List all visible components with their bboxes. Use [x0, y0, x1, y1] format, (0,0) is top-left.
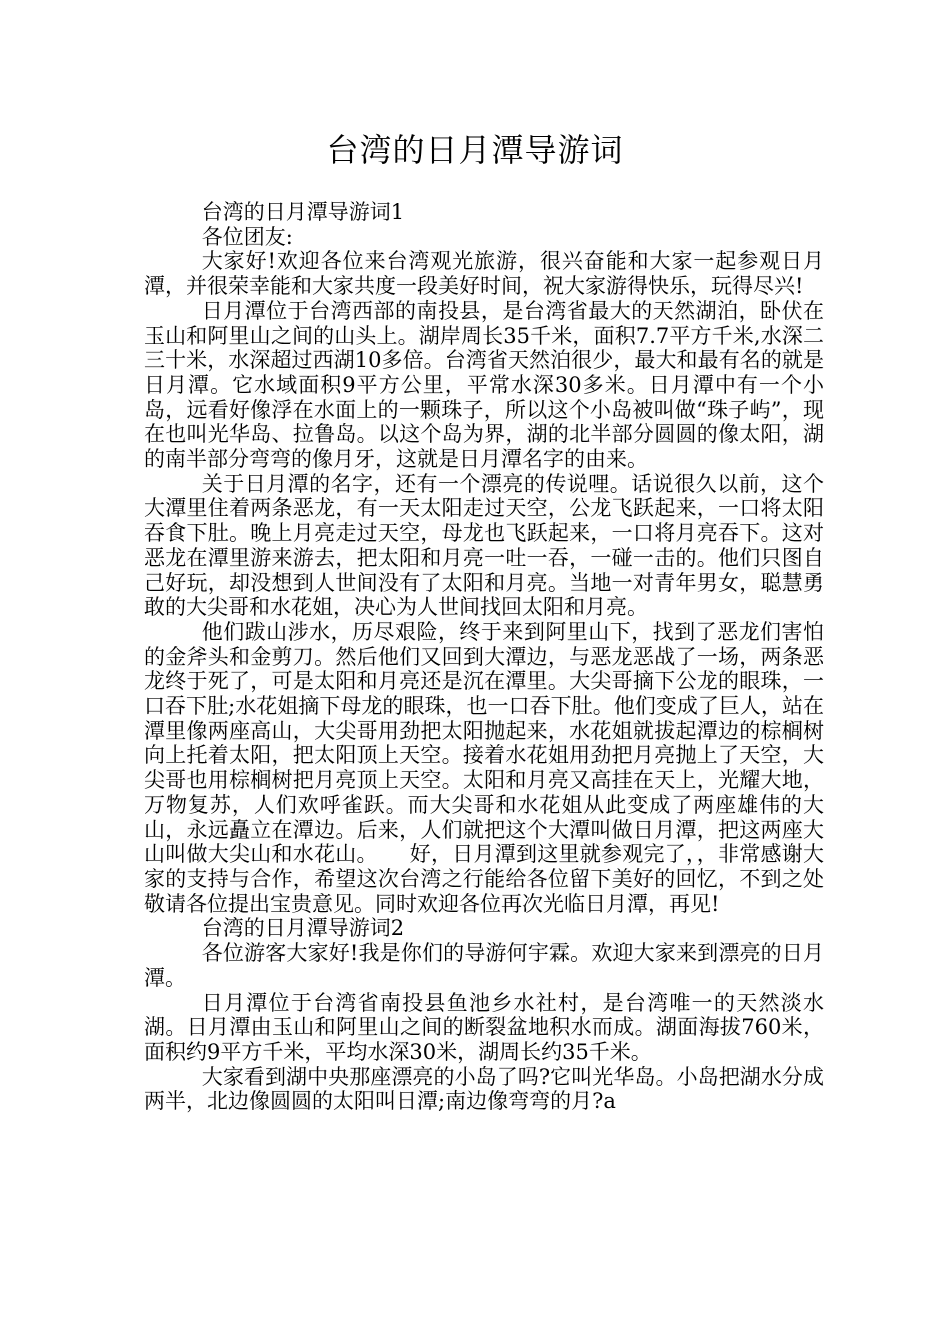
- paragraph: 关于日月潭的名字，还有一个漂亮的传说哩。话说很久以前，这个大潭里住着两条恶龙，有一天太阳走过天空，公龙飞跃起来，一口将太阳吞食下肚。晚上月亮走过天空，母龙也飞跃起来，一口将月亮吞下。这对恶龙在潭里游来游去，把太阳和月亮一吐一吞，一碰一击的。他们只图自己好玩，却没想到人世间没有了太阳和月亮。当地一对青年男女，聪慧勇敢的大尖哥和水花姐，决心为人世间找回太阳和月亮。: [144, 471, 824, 620]
- paragraph: 日月潭位于台湾西部的南投县，是台湾省最大的天然湖泊，卧伏在玉山和阿里山之间的山头上。湖岸周长35千米，面积7.7平方千米,水深二三十米，水深超过西湖10多倍。台湾省天然泊很少，最大和最有名的就是日月潭。它水域面积9平方公里，平常水深30多米。日月潭中有一个小岛，远看好像浮在水面上的一颗珠子，所以这个小岛被叫做“珠子屿”，现在也叫光华岛、拉鲁岛。以这个岛为界，湖的北半部分圆圆的像太阳，湖的南半部分弯弯的像月牙，这就是日月潭名字的由来。: [144, 298, 824, 472]
- paragraph: 各位团友:: [201, 224, 293, 249]
- paragraph: 各位游客大家好!我是你们的导游何宇霖。欢迎大家来到漂亮的日月潭。: [144, 941, 824, 990]
- paragraph: 日月潭位于台湾省南投县鱼池乡水社村，是台湾唯一的天然淡水湖。日月潭由玉山和阿里山之间的断裂盆地积水而成。湖面海拔760米，面积约9平方千米，平均水深30米，湖周长约35千米。: [144, 990, 824, 1064]
- section-heading: 台湾的日月潭导游词1: [201, 200, 405, 224]
- document-title: 台湾的日月潭导游词: [326, 131, 624, 169]
- section-heading: 台湾的日月潭导游词2: [201, 916, 405, 941]
- paragraph: 大家看到湖中央那座漂亮的小岛了吗?它叫光华岛。小岛把湖水分成两半，北边像圆圆的太阳叫日潭;南边像弯弯的月?a: [144, 1064, 824, 1114]
- paragraph: 他们跋山涉水，历尽艰险，终于来到阿里山下，找到了恶龙们害怕的金斧头和金剪刀。然后他们又回到大潭边，与恶龙恶战了一场，两条恶龙终于死了，可是太阳和月亮还是沉在潭里。大尖哥摘下公龙的眼珠，一口吞下肚;水花姐摘下母龙的眼珠，也一口吞下肚。他们变成了巨人，站在潭里像两座高山，大尖哥用劲把太阳抛起来，水花姐就拔起潭边的棕榈树向上托着太阳，把太阳顶上天空。接着水花姐用劲把月亮抛上了天空，大尖哥也用棕榈树把月亮顶上天空。太阳和月亮又高挂在天上，光耀大地，万物复苏，人们欢呼雀跃。而大尖哥和水花姐从此变成了两座雄伟的大山，永远矗立在潭边。后来，人们就把这个大潭叫做日月潭，把这两座大山叫做大尖山和水花山。 好，日月潭到这里就参观完了，，非常感谢大家的支持与合作，希望这次台湾之行能给各位留下美好的回忆，不到之处敬请各位提出宝贵意见。同时欢迎各位再次光临日月潭，再见!: [144, 619, 824, 916]
- document-body: [144, 200, 824, 1114]
- paragraph: 大家好!欢迎各位来台湾观光旅游，很兴奋能和大家一起参观日月潭，并很荣幸能和大家共度一段美好时间，祝大家游得快乐，玩得尽兴!: [144, 249, 824, 299]
